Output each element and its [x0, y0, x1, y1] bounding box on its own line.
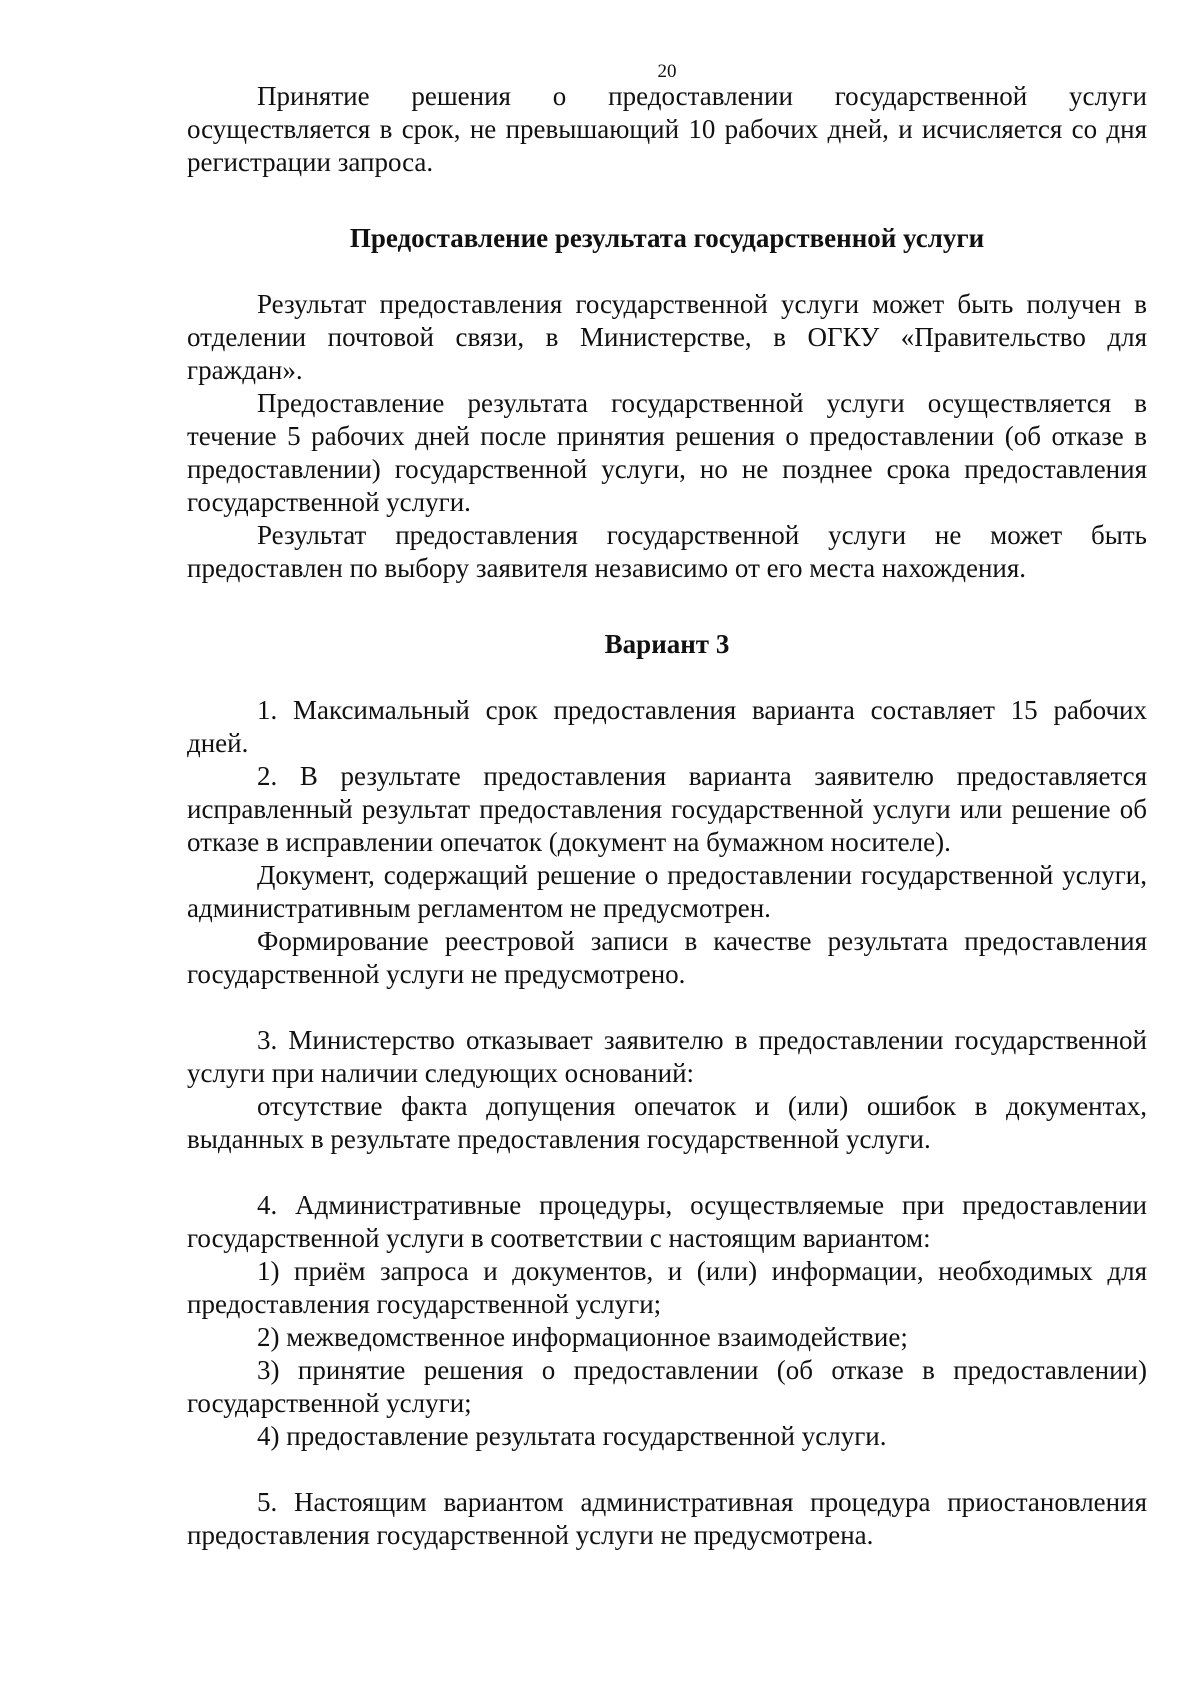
paragraph-result-choice: Результат предоставления государственной услуги не может быть предоставлен по выбору заявителя независимо от его места нахождения.	[187, 520, 1147, 583]
heading-result: Предоставление результата государственной услуги	[349, 223, 985, 253]
heading-variant: Вариант 3	[604, 629, 730, 659]
paragraph-result-term: Предоставление результата государственной услуги осуществляется в течение 5 рабочих дней после принятия решения о предоставлении (об отказе в предоставлении) государственной услуги, но не позднее срока предоставления государственной услуги.	[187, 388, 1147, 517]
item-2-registry-record: Формирование реестровой записи в качестве результата предоставления государственной услуги не предусмотрено.	[187, 926, 1147, 989]
item-1-max-term: 1. Максимальный срок предоставления варианта составляет 15 рабочих дней.	[187, 695, 1147, 758]
item-4-procedure-2: 2) межведомственное информационное взаимодействие;	[257, 1322, 908, 1352]
page-number: 20	[657, 61, 677, 82]
paragraph-decision-term: Принятие решения о предоставлении государственной услуги осуществляется в срок, не превышающий 10 рабочих дней, и исчисляется со дня регистрации запроса.	[187, 81, 1147, 177]
document-content	[187, 80, 1147, 1552]
item-2-result: 2. В результате предоставления варианта заявителю предоставляется исправленный результат предоставления государственной услуги или решение об отказе в исправлении опечаток (документ на бумажном носителе).	[187, 761, 1147, 857]
item-2-decision-document: Документ, содержащий решение о предоставлении государственной услуги, административным регламентом не предусмотрен.	[187, 860, 1147, 923]
item-3-refusal: 3. Министерство отказывает заявителю в предоставлении государственной услуги при наличии следующих оснований:	[187, 1025, 1147, 1088]
item-4-procedure-3: 3) принятие решения о предоставлении (об отказе в предоставлении) государственной услуги;	[187, 1355, 1147, 1418]
item-5-suspension: 5. Настоящим вариантом административная процедура приостановления предоставления государственной услуги не предусмотрена.	[187, 1487, 1147, 1550]
item-3-refusal-ground: отсутствие факта допущения опечаток и (или) ошибок в документах, выданных в результате предоставления государственной услуги.	[187, 1091, 1147, 1154]
item-4-procedure-4: 4) предоставление результата государственной услуги.	[257, 1421, 887, 1451]
paragraph-result-location: Результат предоставления государственной услуги может быть получен в отделении почтовой связи, в Министерстве, в ОГКУ «Правительство для граждан».	[187, 289, 1147, 385]
item-4-procedure-1: 1) приём запроса и документов, и (или) информации, необходимых для предоставления государственной услуги;	[187, 1256, 1147, 1319]
item-4-procedures: 4. Административные процедуры, осуществляемые при предоставлении государственной услуги в соответствии с настоящим вариантом:	[187, 1190, 1147, 1253]
